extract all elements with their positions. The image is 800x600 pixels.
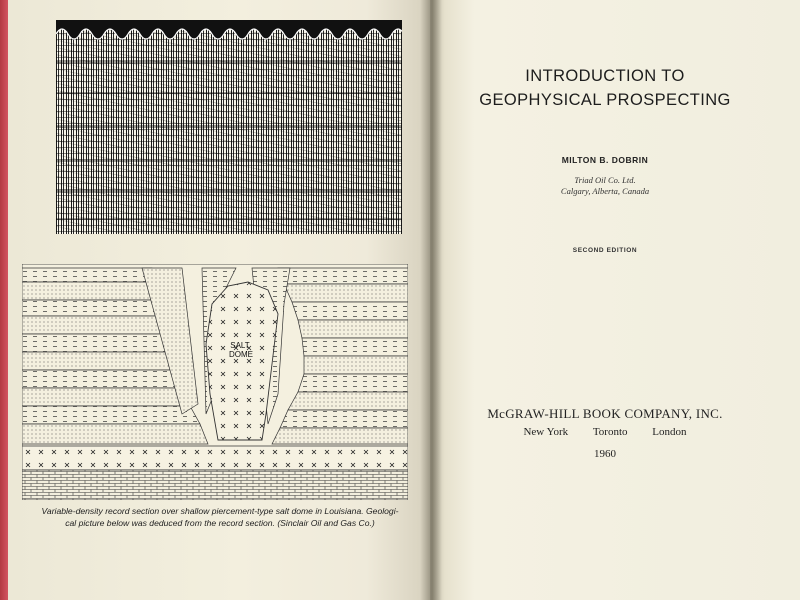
salt-dome-label-line2: DOME	[229, 350, 253, 359]
city-new-york: New York	[523, 426, 569, 438]
author-name: MILTON B. DOBRIN	[561, 155, 649, 165]
salt-dome-label	[229, 341, 253, 359]
figure-caption	[20, 505, 420, 529]
author-affiliation	[450, 175, 760, 197]
publisher-cities	[450, 426, 760, 438]
caption-line-1: Variable-density record section over shallow piercement-type salt dome in Louisiana. Geologi-	[41, 506, 399, 516]
edition-label: SECOND EDITION	[572, 247, 638, 254]
book-title	[450, 64, 760, 112]
salt-dome-cross-section-diagram	[22, 264, 408, 500]
title-line-2: GEOPHYSICAL PROSPECTING	[479, 91, 731, 109]
affiliation-line-2: Calgary, Alberta, Canada	[560, 186, 650, 196]
seismic-record-section-image	[56, 20, 402, 234]
salt-dome-label-line1: SALT	[230, 341, 250, 350]
title-line-1: INTRODUCTION TO	[525, 67, 685, 85]
book-gutter	[420, 0, 442, 600]
book-cover-edge	[0, 0, 8, 600]
publisher-name: McGRAW-HILL BOOK COMPANY, INC.	[487, 406, 723, 421]
city-london: London	[652, 426, 687, 438]
affiliation-line-1: Triad Oil Co. Ltd.	[574, 175, 636, 185]
publication-year: 1960	[594, 448, 616, 460]
caption-line-2: cal picture below was deduced from the record section. (Sinclair Oil and Gas Co.)	[65, 518, 375, 528]
city-toronto: Toronto	[592, 426, 628, 438]
